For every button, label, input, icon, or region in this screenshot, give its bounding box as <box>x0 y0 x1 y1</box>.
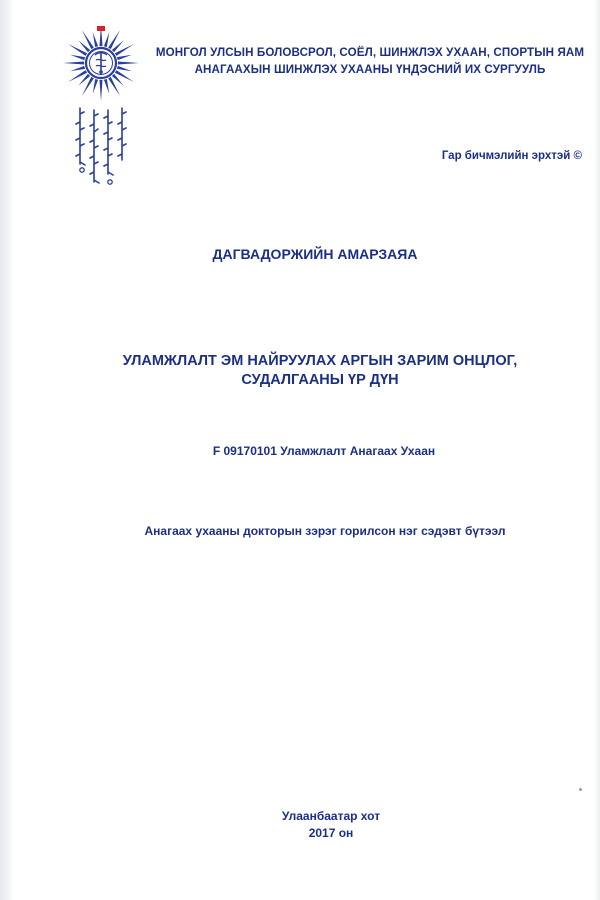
emblem-ray <box>63 61 84 64</box>
emblem-ray <box>118 61 139 64</box>
year: 2017 он <box>308 826 354 840</box>
emblem-ray <box>99 80 102 101</box>
emblem-ray <box>117 66 132 71</box>
degree-statement: Анагаах ухааны докторын зэрэг горилсон нэг сэдэвт бүтээл <box>144 524 506 538</box>
mongolian-script-seal <box>68 104 132 192</box>
university-emblem-icon <box>60 22 142 104</box>
city: Улаанбаатар хот <box>281 809 381 823</box>
university-name: АНАГААХЫН ШИНЖЛЭХ УХААНЫ ҮНДЭСНИЙ ИХ СУРГУУЛЬ <box>194 63 546 76</box>
emblem-ray <box>93 79 98 94</box>
ministry-name: МОНГОЛ УЛСЫН БОЛОВСРОЛ, СОЁЛ, ШИНЖЛЭХ УХААН, СПОРТЫН ЯАМ <box>155 46 585 59</box>
scan-speck <box>579 788 582 791</box>
institution-header <box>150 44 590 78</box>
emblem-ray <box>104 32 109 47</box>
copyright-notice: Гар бичмэлийн эрхтэй © <box>441 150 582 162</box>
thesis-title-line-2: СУДАЛГААНЫ ҮР ДҮН <box>241 372 399 388</box>
emblem-ray <box>93 32 98 47</box>
emblem-ray <box>70 66 85 71</box>
specialty-code: F 09170101 Уламжлалт Анагаах Ухаан <box>212 444 436 458</box>
emblem-ray <box>117 55 132 60</box>
author-name: ДАГВАДОРЖИЙН АМАРЗАЯА <box>212 246 418 262</box>
emblem-ray <box>70 55 85 60</box>
place-and-year <box>0 808 600 842</box>
emblem-ray <box>104 79 109 94</box>
thesis-title-line-1: УЛАМЖЛАЛТ ЭМ НАЙРУУЛАХ АРГЫН ЗАРИМ ОНЦЛОГ, <box>122 353 518 369</box>
thesis-title <box>0 352 600 390</box>
